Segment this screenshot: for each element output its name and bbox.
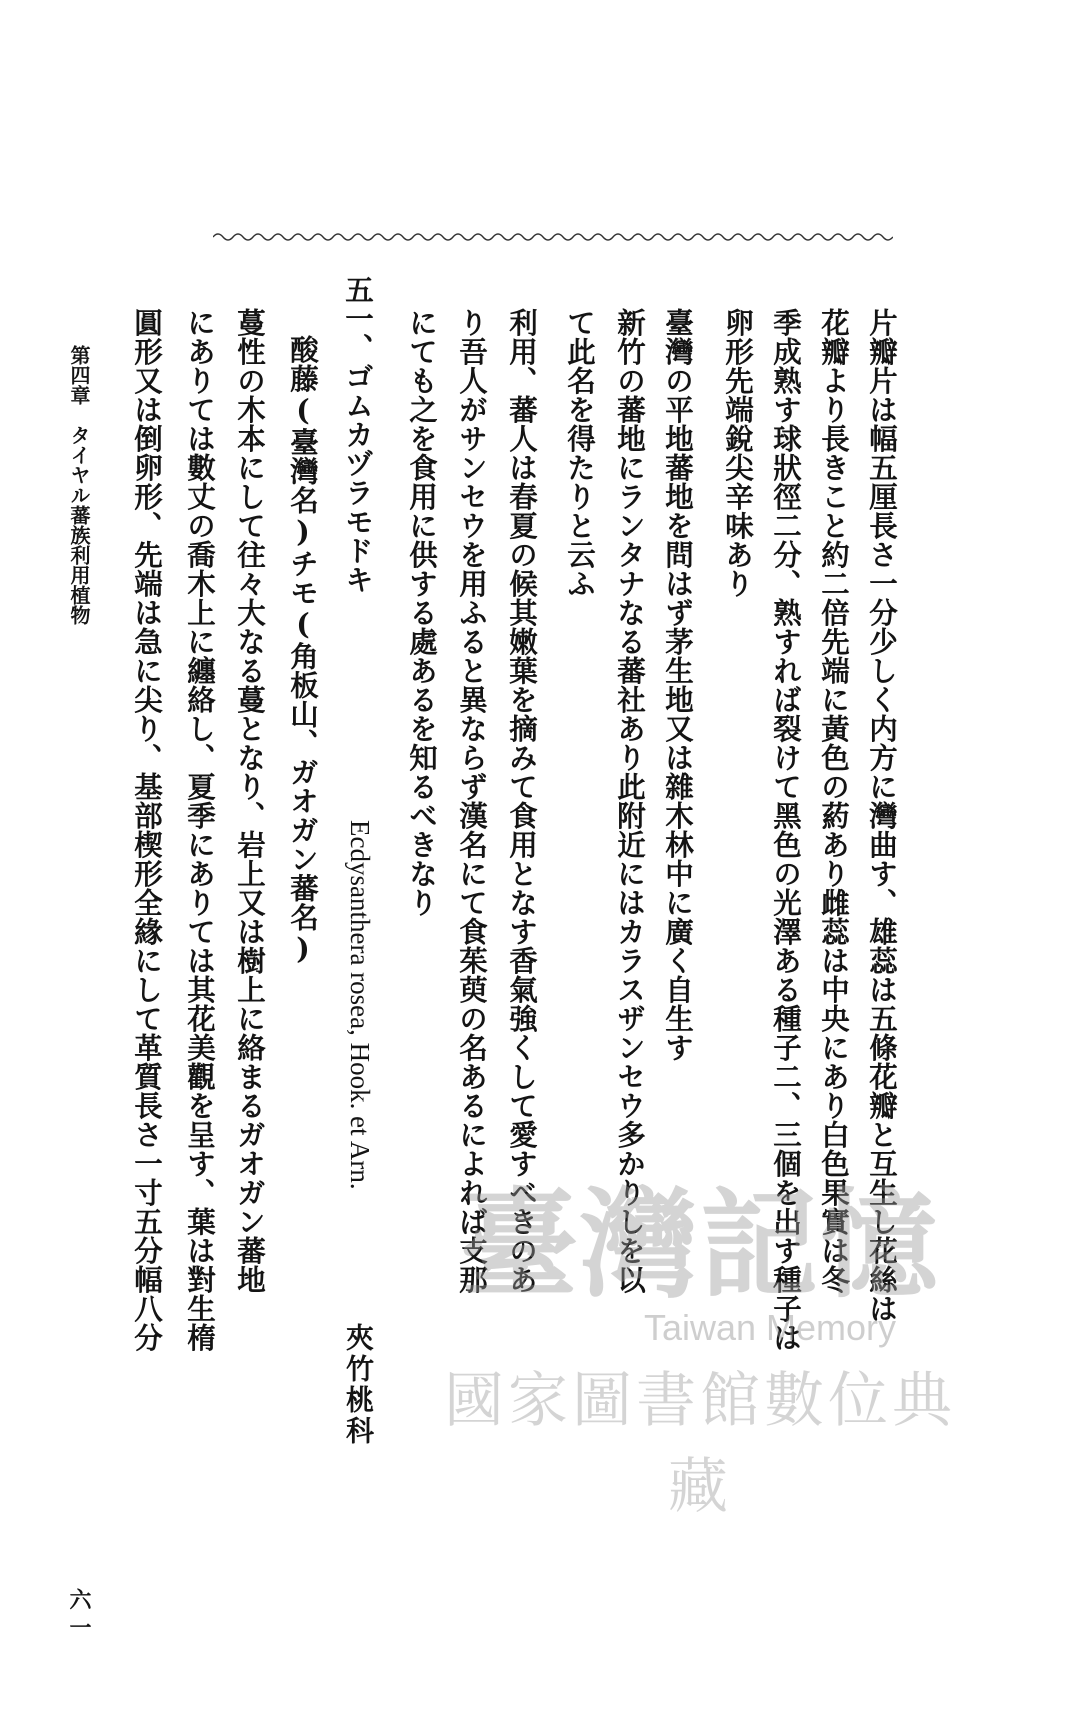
page-number: 六一 — [66, 1588, 92, 1644]
text-column-4: 卵形先端銳尖辛味あり — [721, 308, 755, 598]
text-column-6: 新竹の蕃地にランタナなる蕃社あり此附近にはカラスザンセウ多かりしを以 — [613, 308, 647, 1294]
plant-family: 夾竹桃科 — [342, 1323, 375, 1447]
text-column-10: にても之を食用に供する處あるを知るべきなり — [405, 308, 439, 917]
text-column-5: 臺灣の平地蕃地を問はず茅生地又は雜木林中に廣く自生す — [661, 308, 695, 1062]
latin-name: Ecdysanthera rosea, Hook. et Arn. — [345, 820, 375, 1190]
watermark-chinese: 國家圖書館數位典藏 — [444, 1366, 956, 1522]
section-heading: 五一、ゴムカヅラモドキ — [341, 275, 375, 594]
text-column-8: 利用、蕃人は春夏の候其嫩葉を摘みて食用となす香氣強くして愛すべきのあ — [505, 308, 539, 1294]
text-column-3: 季成熟す球狀徑二分、熟すれば裂けて黑色の光澤ある種子二、三個を出す種子は — [769, 308, 803, 1352]
text-column-11: 酸藤(臺灣名)チモ(角板山、ガオガン蕃名) — [286, 335, 320, 966]
text-column-9: り吾人がサンセウを用ふると異ならず漢名にて食茱萸の名あるによれば支那 — [455, 308, 489, 1294]
text-column-13: にありては數丈の喬木上に纏絡し、夏季にありては其花美觀を呈す、葉は對生楕 — [183, 308, 217, 1352]
watermark-logo: 臺灣記憶 — [459, 1175, 940, 1314]
text-column-2: 花瓣より長きこと約二倍先端に黃色の葯あり雌蕊は中央にあり白色果實は冬 — [817, 308, 851, 1294]
text-column-7: て此名を得たりと云ふ — [563, 308, 597, 598]
wavy-divider — [213, 230, 893, 244]
running-head: 第四章 タイヤル蕃族利用植物 — [67, 345, 91, 625]
text-column-12: 蔓性の木本にして往々大なる蔓となり、岩上又は樹上に絡まるガオガン蕃地 — [233, 308, 267, 1294]
watermark-english: Taiwan Memory — [643, 1307, 897, 1348]
text-column-14: 圓形又は倒卵形、先端は急に尖り、基部楔形全緣にして革質長さ一寸五分幅八分 — [130, 308, 164, 1352]
text-column-1: 片瓣片は幅五厘長さ一分少しく内方に灣曲す、雄蕊は五條花瓣と互生し花絲は — [865, 308, 899, 1323]
library-watermark — [440, 1175, 960, 1522]
